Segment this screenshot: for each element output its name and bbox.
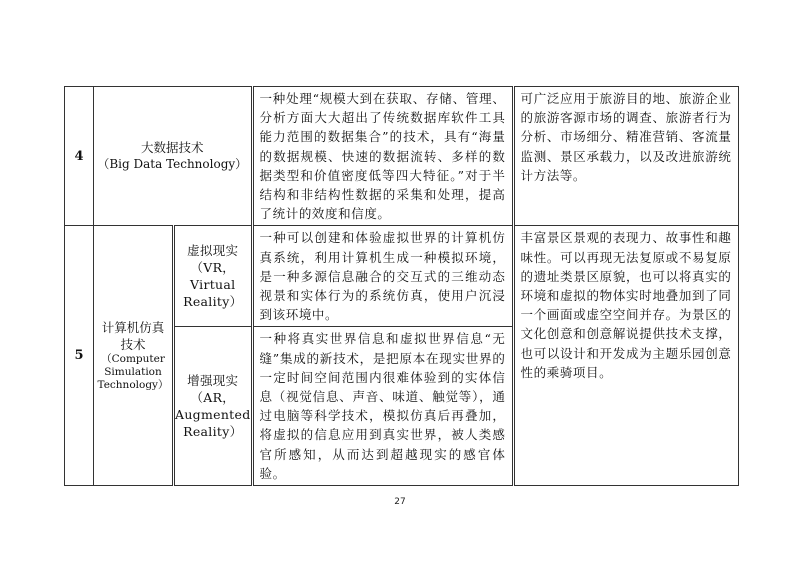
sub-tech-en-line3: Reality）: [183, 294, 243, 310]
sub-tech-en-line3: Reality）: [183, 424, 243, 440]
tech-name-en: （Big Data Technology）: [97, 157, 248, 172]
application-cell: 丰富景区景观的表现力、故事性和趣味性。可以再现无法复原或不易复原的遗址类景区原貌，也可以将真实的环境和虚拟的物体实时地叠加到了同一个画面或虚空空间并存。为景区的文化创意和创意解说提供技术支撑，也可以设计和开发成为主题乐园创意性的乘骑项目。: [513, 226, 738, 486]
sub-tech-vr: [174, 226, 253, 327]
row-number: 5: [65, 226, 94, 486]
tech-name-cn: 大数据技术: [141, 140, 204, 156]
tech-name-cell: [94, 87, 253, 226]
sub-tech-en-line2: Virtual: [190, 277, 236, 293]
definition-cell-vr: 一种可以创建和体验虚拟世界的计算机仿真系统，利用计算机生成一种模拟环境，是一种多源信息融合的交互式的三维动态视景和实体行为的系统仿真，使用户沉浸到该环境中。: [252, 226, 513, 327]
sub-tech-en-line2: Augmented: [175, 407, 251, 423]
tech-name-en-line3: Technology）: [97, 379, 169, 392]
sub-tech-ar: [174, 327, 253, 486]
row-number: 4: [65, 87, 94, 226]
tech-name-cell: [94, 226, 174, 486]
table-row-4: [65, 87, 739, 226]
page-number: 27: [394, 497, 406, 507]
sub-tech-cn: 虚拟现实: [187, 243, 239, 259]
tech-name-cn-line2: 技术: [120, 337, 146, 353]
technology-table: [64, 86, 739, 486]
tech-name-cn-line1: 计算机仿真: [101, 320, 165, 336]
sub-tech-en-line1: （AR，: [190, 390, 236, 406]
sub-tech-cn: 增强现实: [187, 373, 239, 389]
definition-cell-ar: 一种将真实世界信息和虚拟世界信息“无缝”集成的新技术，是把原本在现实世界的一定时间空间范围内很难体验到的实体信息（视觉信息、声音、味道、触觉等），通过电脑等科学技术，模拟仿真后再叠加，将虚拟的信息应用到真实世界，被人类感官所感知，从而达到超越现实的感官体验。: [252, 327, 513, 486]
tech-name-en-line1: （Computer: [101, 353, 165, 366]
tech-name-en-line2: Simulation: [104, 366, 162, 379]
table-row-5-vr: [65, 226, 739, 327]
definition-cell: 一种处理“规模大到在获取、存储、管理、分析方面大大超出了传统数据库软件工具能力范围的数据集合”的技术，具有“海量的数据规模、快速的数据流转、多样的数据类型和价值密度低等四大特征。”对于半结构和非结构性数据的采集和处理，提高了统计的效度和信度。: [252, 87, 513, 226]
sub-tech-en-line1: （VR，: [190, 260, 236, 276]
application-cell: 可广泛应用于旅游目的地、旅游企业的旅游客源市场的调查、旅游者行为分析、市场细分、精准营销、客流量监测、景区承载力，以及改进旅游统计方法等。: [513, 87, 738, 226]
